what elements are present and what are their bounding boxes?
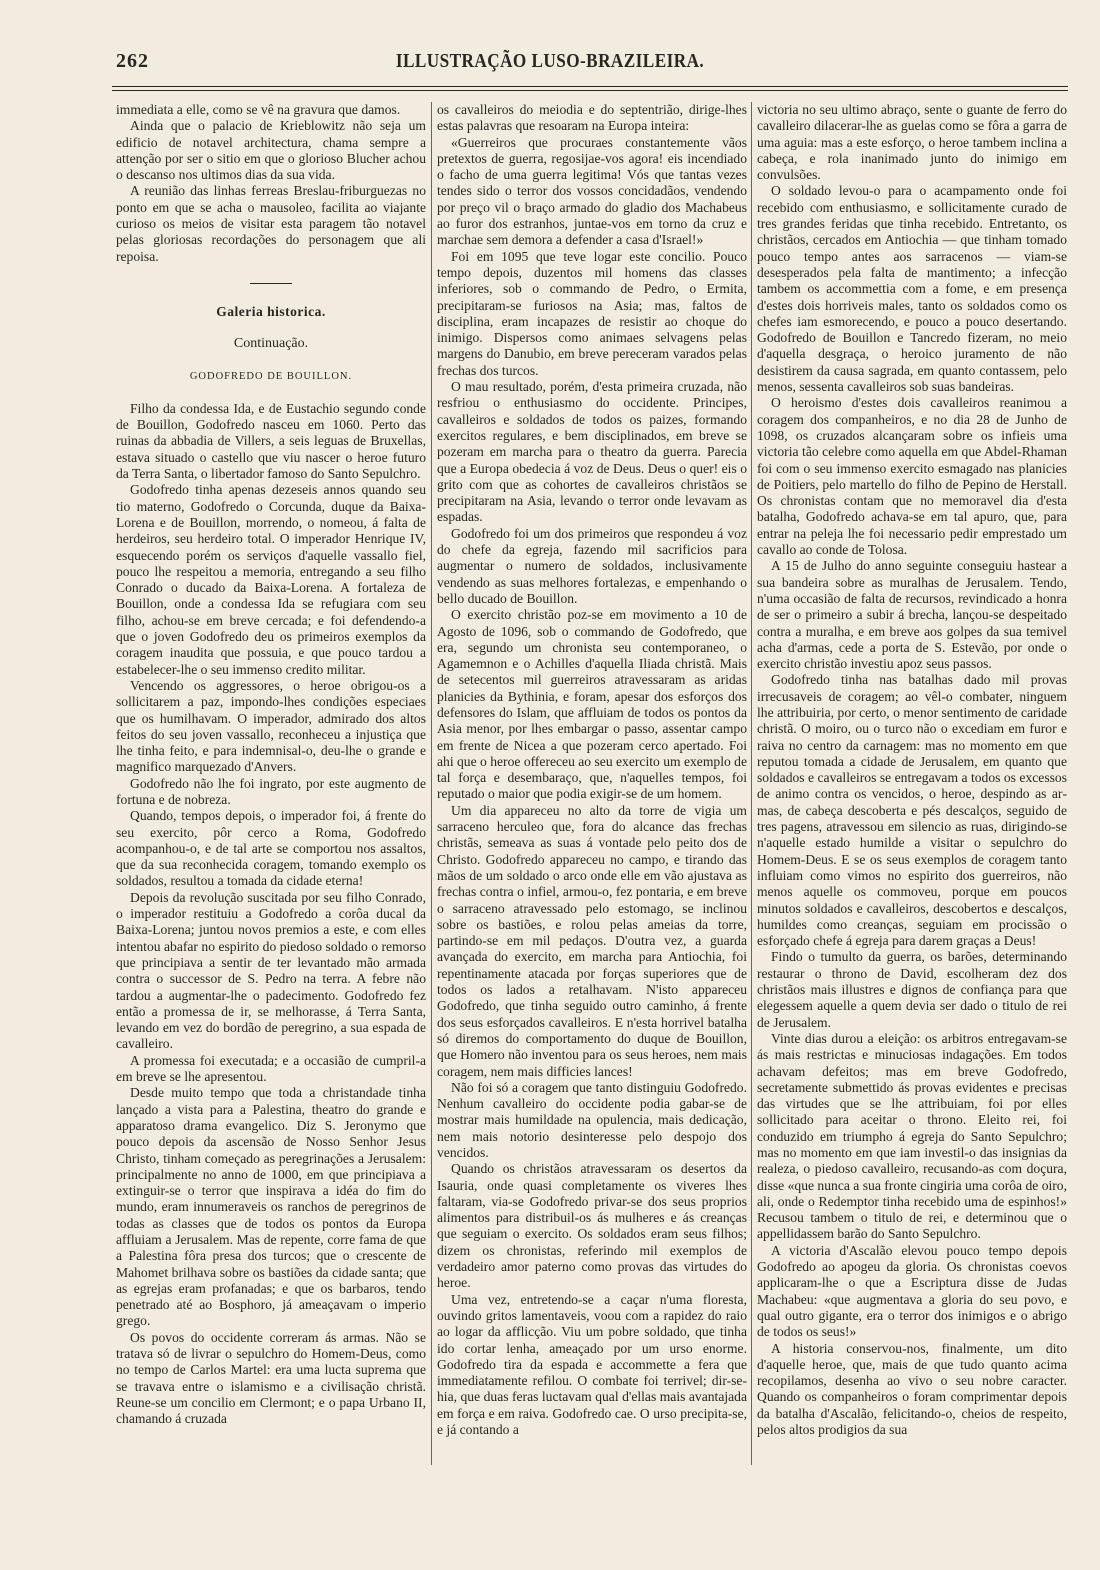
paragraph: Quando, tempos depois, o imperador foi, á frente do seu exercito, pôr cerco a Roma, Godofredo acompanhou-o, e de tal arte se comportou nos assaltos, que da sua reconhecida coragem, tomando exemplo os soldados, resultou a tomada da cidade eterna!	[116, 808, 426, 889]
paragraph: O soldado levou-o para o acampamento onde foi recebido com enthusiasmo, e sollicitamente curado de tres grandes feridas que tinha recebido. Entretanto, os christãos, cercados em Antiochia — que tinham tomado pouco tempo antes aos sarracenos — viam-se desesperados pela falta de mantimento; a infecção tambem os accommettia com a fome, e em presença d'estes dois horriveis males, tanto os soldados como os chefes iam esmorecendo, e pouco a pouco desertando. Godofredo de Bouillon e Tancredo fizeram, no meio d'aquella desgraça, o heroico juramento de não desistirem da causa sagrada, em quanto contassem, pelo menos, sessenta cavalleiros sob suas bandeiras.	[757, 183, 1067, 395]
paragraph: Um dia appareceu no alto da torre de vigia um sarraceno herculeo que, fora do alcance das frechas christãs, semeava as suas á vontade pelo peito dos de Christo. Godofredo appareceu no campo, e tirando das mãos de um soldado o arco onde elle em vão ajustava as frechas contra o infiel, armou-o, fez pontaria, e em breve o sarraceno atravessado pelo estomago, se inclinou sobre os bastiões, e rolou pelas ameias da torre, partindo-se em mil pedaços. D'outra vez, a guarda avançada do exercito, em marcha para Antiochia, foi repentinamente atacada por forças superiores que de todos os lados a retalhavam. N'isto appareceu Godofredo, que tinha seguido outro caminho, á frente dos seus esforçados cavalleiros. E n'esta horrivel batalha só diremos do comportamento do duque de Bouillon, que Homero não inventou para os seus heroes, nem mais coragem, nem mais difficies lances!	[437, 802, 747, 1079]
paragraph: Godofredo tinha nas batalhas dado mil provas irrecusaveis de coragem; ao vêl-o combater, ninguem lhe attribuiria, por certo, o menor sentimento de caridade christã. O moiro, ou o turco não o excediam em furor e raiva no centro da carnagem: mas no momento em que reputou tomada a cidade de Jerusalem, em quanto que soldados e cavalleiros se entregavam a todos os excessos de animo contra os vencidos, o heroe, despindo as armas, de cabeça descoberta e pés descalços, seguido de tres pagens, atravessou em silencio as ruas, dirigindo-se n'aquelle estado humilde a visitar o sepulchro do Homem-Deus. E se os seus exemplos de coragem tanto influiam como vimos no espirito dos guerreiros, não menos aquelle os commoveu, porque em poucos minutos soldados e cavalleiros, descobertos e descalços, humildes como creanças, seguiam em procissão o esforçado chefe á egreja para darem graças a Deus!	[757, 672, 1067, 949]
paragraph: Vencendo os aggressores, o heroe obrigou-os a sollicitarem a paz, impondo-lhes condições especiaes que os humilhavam. O imperador, admirado dos altos feitos do seu joven vassallo, reconheceu a injustiça que lhe tinha feito, e para indemnisal-o, deu-lhe o grande e magnifico marquezado d'Anvers.	[116, 677, 426, 775]
paragraph: A victoria d'Ascalão elevou pouco tempo depois Godofredo ao apogeu da gloria. Os chronistas coevos applicaram-lhe o que a Escriptura disse de Judas Machabeu: «que augmentava a gloria do seu povo, e qual outro gigante, era o terror dos inimigos e o abrigo de todos os seus!»	[757, 1242, 1067, 1340]
column-1	[116, 102, 426, 1428]
paragraph: Ainda que o palacio de Krieblowitz não seja um edificio de notavel architectura, chama sempre a attenção por ser o sitio em que o glorioso Blucher achou o descanso nos ultimos dias da sua vida.	[116, 118, 426, 183]
paragraph: O mau resultado, porém, d'esta primeira cruzada, não resfriou o enthusiasmo do occidente. Principes, cavalleiros e soldados de todos os paizes, formando exercitos regulares, e bem disciplinados, em breve se pozeram em marcha para o theatro da guerra. Parecia que a Europa obedecia á voz de Deus. Deus o quer! eis o grito com que as cohortes de cavalleiros christãos se precipitaram na Asia, levando o terror onde levavam as espadas.	[437, 379, 747, 525]
paragraph: A 15 de Julho do anno seguinte conseguiu hastear a sua bandeira sobre as muralhas de Jerusalem. Tendo, n'uma occasião de falta de recursos, revindicado a honra de ser o primeiro a subir á brecha, lançou-se despeitado contra a muralha, e em breve aos golpes da sua temivel acha d'armas, cede a porta de S. Estevão, por onde o exercito christão investiu apoz seus passos.	[757, 558, 1067, 672]
paragraph: Foi em 1095 que teve logar este concilio. Pouco tempo depois, duzentos mil homens das classes inferiores, sob o commando de Pedro, o Ermita, precipitaram-se furiosos na Asia; mas, faltos de disciplina, eram incapazes de resistir ao choque do inimigo. Dispersos como animaes selvagens pelas margens do Danubio, em breve pereceram varados pelas frechas dos turcos.	[437, 248, 747, 378]
paragraph: A reunião das linhas ferreas Breslau-friburguezas no ponto em que se acha o mausoleo, facilita ao viajante curioso os meios de visitar esta paragem tão notavel pelas gloriosas recordações do personagem que ali repoisa.	[116, 183, 426, 264]
paragraph: Os povos do occidente correram ás armas. Não se tratava só de livrar o sepulchro do Homem-Deus, como no tempo de Carlos Martel: era uma lucta suprema que se travava entre o islamismo e a civilisação christã. Reune-se um concilio em Clermont; e o papa Urbano II, chamando á cruzada	[116, 1329, 426, 1427]
section-divider	[250, 283, 292, 284]
paragraph: immediata a elle, como se vê na gravura que damos.	[116, 102, 401, 117]
paragraph: Godofredo tinha apenas dezeseis annos quando seu tio materno, Godofredo o Corcunda, duque da Baixa-Lorena e de Bouillon, morrendo, o nomeou, á falta de herdeiros, seu herdeiro total. O imperador Henrique IV, esquecendo porém os serviços d'aquelle vassallo fiel, pouco lhe respeitou a memoria, entregando a seu filho Conrado o ducado da Baixa-Lorena. A fortaleza de Bouillon, onde a condessa Ida se refugiara com seu filho, achou-se em breve cercada; e foi defendendo-a que o joven Godofredo deu os primeiros exemplos da coragem inaudita que possuia, e que pouco tardou a estabelecer-lhe o seu immenso credito militar.	[116, 482, 426, 677]
paragraph: «Guerreiros que procuraes constantemente vãos pretextos de guerra, regosijae-vos agora! eis incendiado o facho de uma guerra legitima! Vós que tantas vezes tendes sido o terror dos vossos concidadãos, vendendo por preço vil o braço armado do gladio dos Machabeus ao furor dos estranhos, juntae-vos em torno da cruz e marchae sem demora a defender a casa d'Israel!»	[437, 134, 747, 248]
paragraph: Não foi só a coragem que tanto distinguiu Godofredo. Nenhum cavalleiro do occidente podia gabar-se de mostrar mais humildade na opulencia, mais dedicação, nem mais notorio desinteresse pelo despojo dos vencidos.	[437, 1079, 747, 1160]
paragraph: Desde muito tempo que toda a christandade tinha lançado a vista para a Palestina, theatro do grande e apparatoso drama evangelico. Diz S. Jeronymo que pouco depois da ascensão de Nosso Senhor Jesus Christo, tinham começado as peregrinações a Jerusalem: principalmente no anno de 1000, em que principiava a extinguir-se o terror que inspirava a idéa do fim do mundo, eram innumeraveis os ranchos de peregrinos de todas as classes que de todos os pontos da Europa affluiam a Jerusalem. Mas de repente, corre fama de que a Palestina fôra presa dos turcos; que o crescente de Mahomet brilhava sobre os bastiões da cidade santa; que as egrejas eram profanadas; e que os barbaros, tendo penetrado até ao Bosphoro, já ameaçavam o imperio grego.	[116, 1085, 426, 1329]
header-rule-thin	[112, 90, 1068, 91]
paragraph: Quando os christãos atravessaram os desertos da Isauria, onde quasi completamente os viveres lhes faltaram, via-se Godofredo privar-se dos seus proprios alimentos para distribuil-os ás mulheres e ás creanças que seguiam o exercito. Os soldados eram seus filhos; dizem os chronistas, referindo mil exemplos de verdadeiro amor paterno como provas das virtudes do heroe.	[437, 1161, 747, 1291]
paragraph: Godofredo foi um dos primeiros que respondeu á voz do chefe da egreja, fazendo mil sacrificios para augmentar o numero de soldados, inclusivamente vendendo as suas melhores fortalezas, e empenhando o bello ducado de Bouillon.	[437, 525, 747, 606]
paragraph: O heroismo d'estes dois cavalleiros reanimou a coragem dos companheiros, e no dia 28 de Junho de 1098, os cruzados alcançaram sobre os infieis uma victoria tão celebre como aquella em que Abdel-Rhaman foi com o seu immenso exercito esmagado nas planicies de Poitiers, pelo martello do filho de Pepino de Herstall. Os chronistas contam que no memoravel dia d'esta batalha, Godofredo achava-se em tal apuro, que, para entrar na peleja lhe foi necessario pedir emprestado um cavallo ao conde de Tolosa.	[757, 395, 1067, 558]
paragraph: Godofredo não lhe foi ingrato, por este augmento de fortuna e de nobreza.	[116, 775, 426, 807]
continuation-label: Continuação.	[233, 336, 309, 352]
paragraph: A historia conservou-nos, finalmente, um dito d'aquelle heroe, que, mais de que tudo quanto acima recopilamos, desenha ao vivo o seu nobre caracter. Quando os companheiros o foram comprimentar depois da batalha d'Ascalão, felicitando-o, cheios de respeito, pelos altos prodigios da sua	[757, 1340, 1067, 1438]
paragraph: O exercito christão poz-se em movimento a 10 de Agosto de 1096, sob o commando de Godofredo, que era, segundo um chronista seu contemporaneo, o Agamemnon e o Achilles d'aquella Iliada christã. Mais de setecentos mil guerreiros atravessaram as aridas planicies da Bythinia, e foram, apesar dos esforços dos defensores do Islam, que affluiam de todos os pontos da Asia menor, por lhes embargar o passo, assentar campo em frente de Nicea a que pozeram cerco apertado. Foi ahi que o heroe offereceu ao seu exercito um exemplo de tal força e desembaraço, que, n'aquelles tempos, foi reputado o maior que podia exigir-se de um homem.	[437, 607, 748, 802]
publication-title: ILLUSTRAÇÃO LUSO-BRAZILEIRA.	[395, 50, 705, 72]
column-3	[757, 102, 1067, 1438]
paragraph: Filho da condessa Ida, e de Eustachio segundo conde de Bouillon, Godofredo nasceu em 1060. Perto das ruinas da abbadia de Villers, a seis leguas de Bruxellas, estava situado o castello que viu nascer o heroe futuro da Terra Santa, o libertador famoso do Santo Sepulchro.	[116, 400, 426, 482]
paragraph: Vinte dias durou a eleição: os arbitros entregavam-se ás mais restrictas e minuciosas indagações. Em todos achavam defeitos; mas em breve Godofredo, secretamente submettido ás provas evidentes e precisas das virtudes que se lhe attribuiam, foi por elles sollicitado para aceitar o throno. Eleito rei, foi conduzido em triumpho á egreja do Santo Sepulchro; mas no momento em que iam investil-o das insignias da realeza, o piedoso cavalleiro, recusando-as com doçura, disse «que nunca a sua fronte cingiria uma corôa de oiro, ali, onde o Redemptor tinha recebido uma de espinhos!» Recusou tambem o titulo de rei, e determinou que o appellidassem barão do Santo Sepulchro.	[757, 1030, 1067, 1242]
page-number: 262	[116, 50, 149, 72]
header-rule-thick	[112, 86, 1068, 87]
section-title: Galeria historica.	[216, 303, 326, 319]
paragraph: victoria no seu ultimo abraço, sente o guante de ferro do cavalleiro dilacerar-lhe as guelas como se fôra a garra de uma aguia: mas a este esforço, o heroe tambem inclina a cabeça, e rola inanimado junto do inimigo em convulsões.	[757, 102, 1067, 183]
column-divider-1	[431, 102, 432, 1465]
paragraph: Uma vez, entretendo-se a caçar n'uma floresta, ouvindo gritos lamentaveis, voou com a rapidez do raio ao logar da afflicção. Viu um pobre soldado, que tinha ido cortar lenha, ameaçado por um urso enorme. Godofredo tira da espada e accommette a fera que immediatamente refilou. O combate foi terrivel; dir-se-hia, que duas feras luctavam qual d'ellas mais avantajada em força e em raiva. Godofredo cae. O urso precipita-se, e já contando a	[437, 1291, 747, 1438]
paragraph: A promessa foi executada; e a occasião de cumpril-a em breve se lhe apresentou.	[116, 1052, 426, 1085]
paragraph: os cavalleiros do meiodia e do septentrião, dirige-lhes estas palavras que resoaram na Europa inteira:	[437, 102, 747, 134]
article-subtitle: GODOFREDO DE BOUILLON.	[189, 370, 353, 382]
paragraph: Depois da revolução suscitada por seu filho Conrado, o imperador restituiu a Godofredo a corôa ducal da Baixa-Lorena; juntou novos premios a este, e com elles intentou abafar no espirito do piedoso soldado o remorso que principiava a sentir de ter levantado mão armada contra o successor de S. Pedro na terra. A febre não tardou a augmentar-lhe o padecimento. Godofredo fez então a promessa de ir, se melhorasse, á Terra Santa, levando em vez do bordão de peregrino, a sua espada de cavalleiro.	[116, 889, 426, 1052]
paragraph: Findo o tumulto da guerra, os barões, determinando restaurar o throno de David, escolheram dez dos christãos mais illustres e dignos de confiança para que elegessem aquelle a quem devia ser dado o titulo de rei de Jerusalem.	[757, 949, 1067, 1030]
column-divider-2	[751, 102, 752, 1465]
column-2	[437, 102, 747, 1438]
